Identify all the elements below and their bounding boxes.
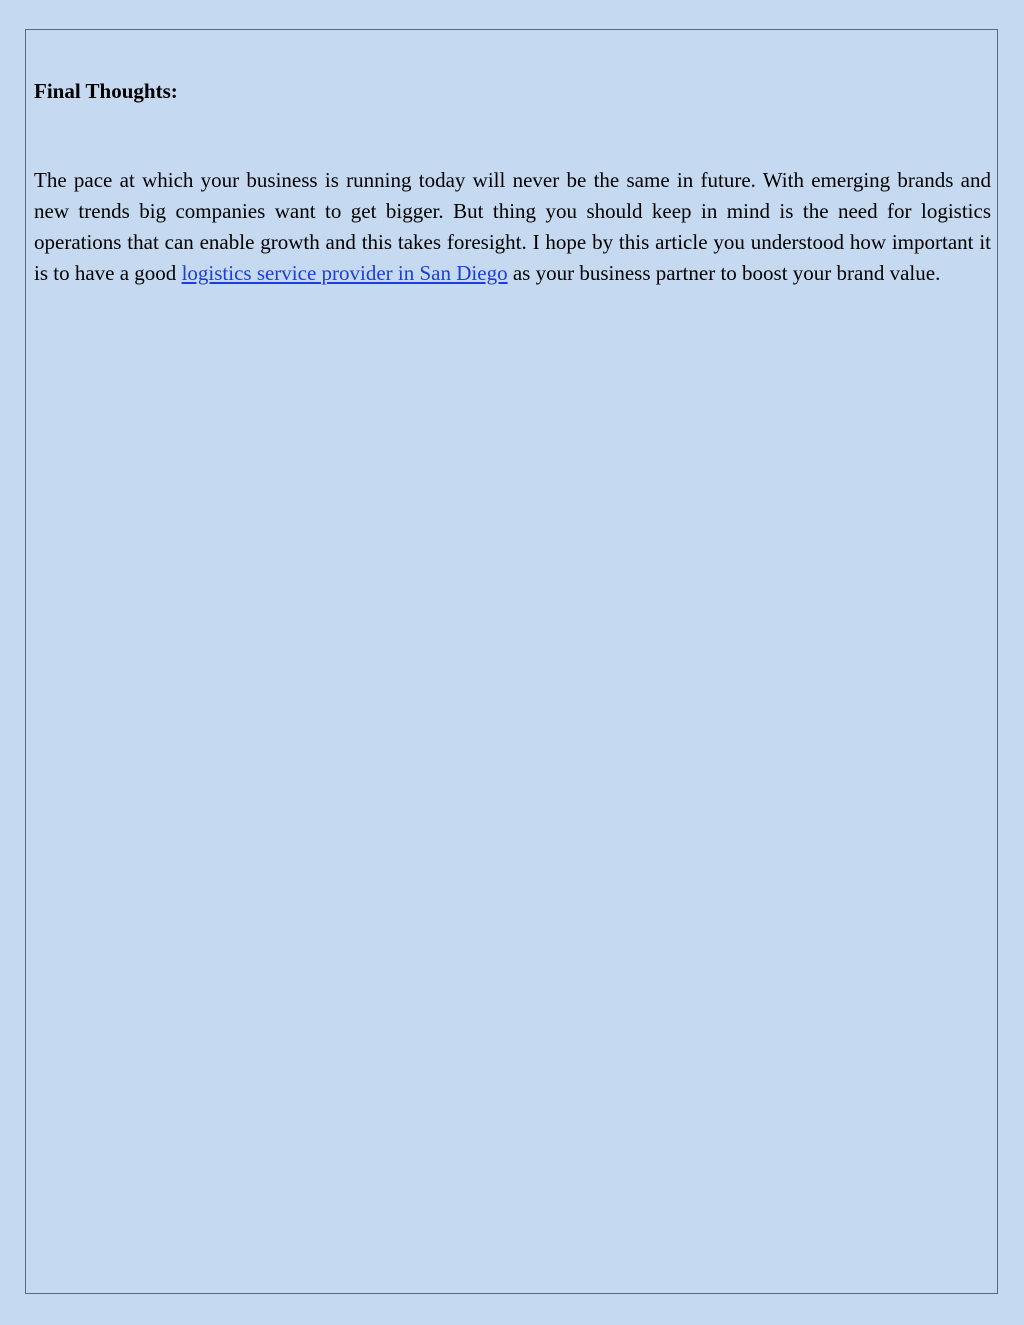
paragraph-text-after-link: as your business partner to boost your brand value. xyxy=(507,261,941,285)
paragraph-text-before-link: The pace at which your business is running today will never be the same in future. With emerging brands and new trends big companies want to get bigger. But thing you should keep in mind is the need for logistics operations that can enable growth and this takes foresight. I hope by this article you understood how important it is to have a good xyxy=(34,168,991,285)
body-paragraph xyxy=(34,165,991,289)
section-heading: Final Thoughts: xyxy=(34,79,178,103)
logistics-provider-link[interactable]: logistics service provider in San Diego xyxy=(181,261,508,285)
page-frame xyxy=(25,29,998,1294)
